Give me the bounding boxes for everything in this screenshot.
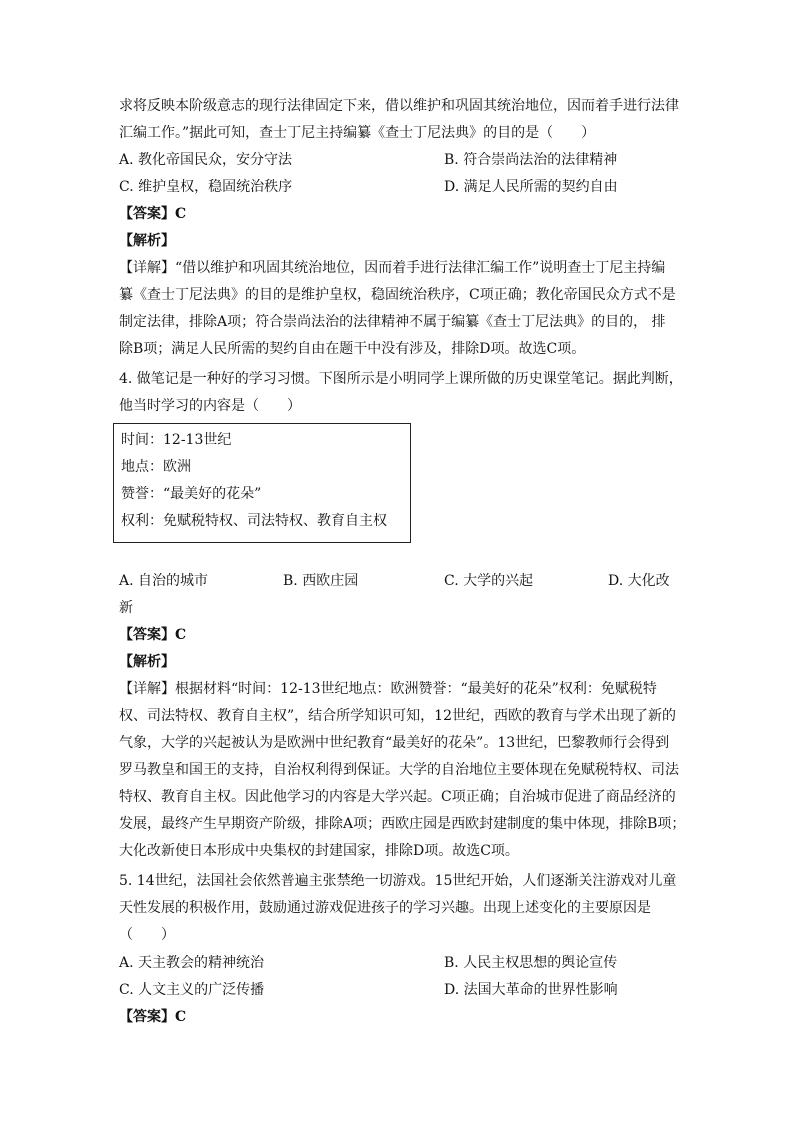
q3-stem-line-1: 求将反映本阶级意志的现行法律固定下来，借以维护和巩固其统治地位，因而着手进行法律 [119,98,679,114]
q4-stem-line-1: 4. 做笔记是一种好的学习习惯。下图所示是小明同学上课所做的历史课堂笔记。据此判断， [119,371,683,387]
q4-stem-line-2: 他当时学习的内容是（ ） [119,398,301,414]
q5-stem-line-2: 天性发展的积极作用，鼓励通过游戏促进孩子的学习兴趣。出现上述变化的主要原因是 [119,900,651,916]
note-praise: 赞誉：“最美好的花朵” [121,486,262,502]
note-place: 地点：欧洲 [121,459,191,475]
q4-answer: 【答案】C [119,627,187,643]
q5-option-d: D. 法国大革命的世界性影响 [444,982,618,998]
q3-detail-line-2: 纂《查士丁尼法典》的目的是维护皇权，稳固统治秩序，C项正确；教化帝国民众方式不是 [119,287,676,303]
q5-option-b: B. 人民主权思想的舆论宣传 [444,955,618,971]
q4-option-d-continued: 新 [119,600,133,616]
q5-stem-line-3: （ ） [119,927,175,943]
q3-option-a: A. 教化帝国民众，安分守法 [119,152,293,168]
q3-detail-line-4: 除B项；满足人民所需的契约自由在题干中没有涉及，排除D项。故选C项。 [119,341,586,357]
q5-answer: 【答案】C [119,1009,187,1025]
q3-detail-line-1: 【详解】“借以维护和巩固其统治地位，因而着手进行法律汇编工作”说明查士丁尼主持编 [119,260,666,276]
q4-detail-line-7: 大化改新使日本形成中央集权的封建国家，排除D项。故选C项。 [119,843,519,859]
q5-option-c: C. 人文主义的广泛传播 [119,982,265,998]
q3-detail-line-3: 制定法律，排除A项；符合崇尚法治的法律精神不属于编纂《查士丁尼法典》的目的， 排 [119,314,666,330]
q3-analysis-label: 【解析】 [119,233,175,249]
q4-detail-line-1: 【详解】根据材料“时间：12-13世纪地点：欧洲赞誉：“最美好的花朵”权利：免赋税特 [119,681,657,697]
q3-option-d: D. 满足人民所需的契约自由 [444,179,618,195]
q4-option-c: C. 大学的兴起 [444,573,534,589]
q3-answer: 【答案】C [119,206,187,222]
q3-stem-line-2: 汇编工作。”据此可知，查士丁尼主持编纂《查士丁尼法典》的目的是（ ） [119,125,596,141]
q4-option-a: A. 自治的城市 [119,573,209,589]
note-time: 时间：12-13世纪 [121,432,232,448]
q4-detail-line-6: 发展，最终产生早期资产阶级，排除A项；西欧庄园是西欧封建制度的集中体现，排除B项； [119,816,686,832]
class-note-box [113,423,411,543]
q4-analysis-label: 【解析】 [119,654,175,670]
q4-option-d: D. 大化改 [608,573,670,589]
q4-detail-line-4: 罗马教皇和国王的支持，自治权利得到保证。大学的自治地位主要体现在免赋税特权、司法 [119,762,679,778]
note-rights: 权利：免赋税特权、司法特权、教育自主权 [121,513,387,529]
q5-stem-line-1: 5. 14世纪，法国社会依然普遍主张禁绝一切游戏。15世纪开始，人们逐渐关注游戏对儿童 [119,873,677,889]
q4-detail-line-3: 气象，大学的兴起被认为是欧洲中世纪教育“最美好的花朵”。13世纪，巴黎教师行会得到 [119,735,670,751]
q4-detail-line-5: 特权、教育自主权。因此他学习的内容是大学兴起。C项正确；自治城市促进了商品经济的 [119,789,676,805]
q4-detail-line-2: 权、司法特权、教育自主权”，结合所学知识可知，12世纪，西欧的教育与学术出现了新的 [119,708,676,724]
q5-option-a: A. 天主教会的精神统治 [119,955,265,971]
q4-option-b: B. 西欧庄园 [283,573,359,589]
q3-option-b: B. 符合崇尚法治的法律精神 [444,152,618,168]
q3-option-c: C. 维护皇权，稳固统治秩序 [119,179,293,195]
